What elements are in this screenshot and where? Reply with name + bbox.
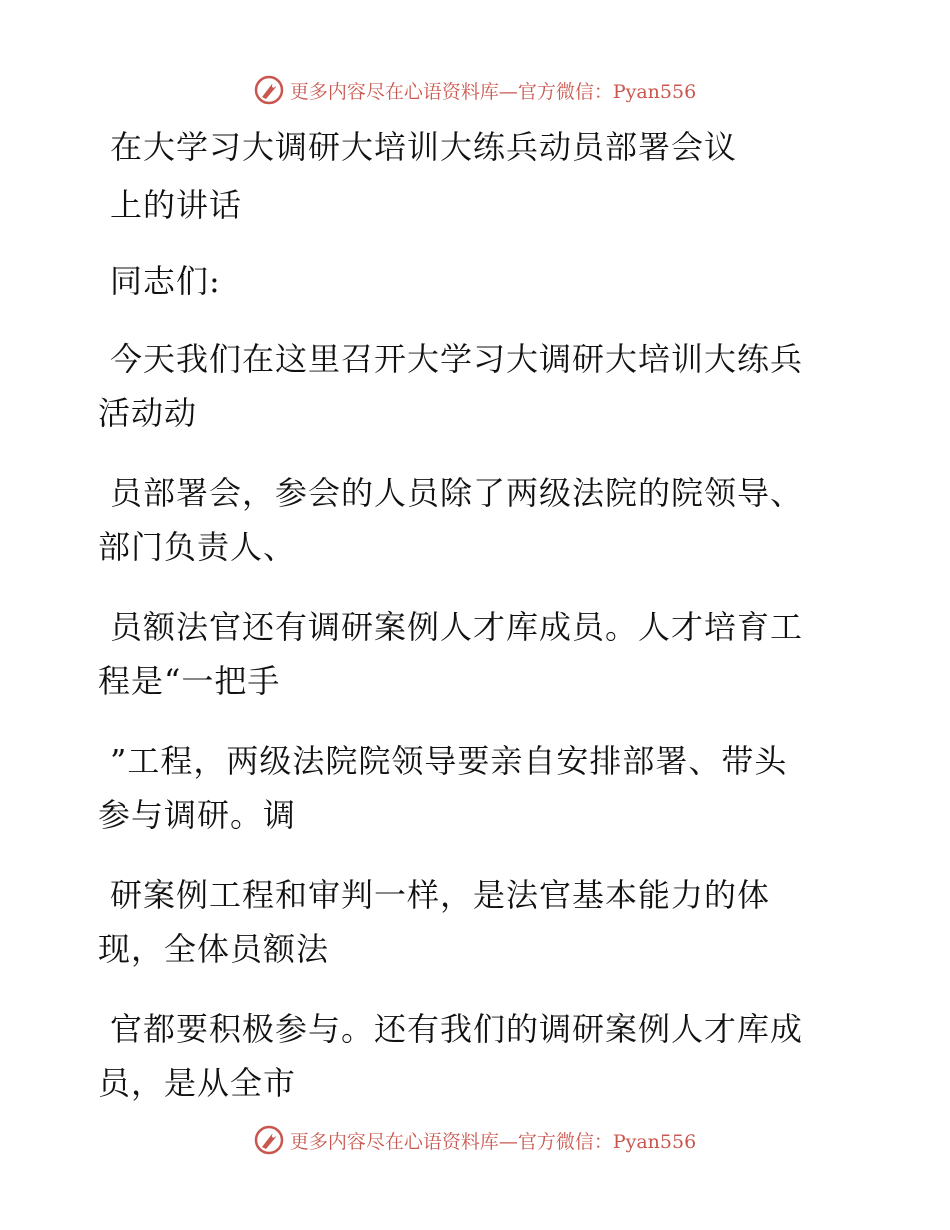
paragraph-line: 今天我们在这里召开大学习大调研大培训大练兵 [110, 340, 804, 378]
watermark-text: 更多内容尽在心语资料库—官方微信：Pyan556 [289, 1130, 697, 1153]
paragraph-line: 员，是从全市 [98, 1064, 297, 1102]
paragraph [98, 868, 838, 976]
greeting: 同志们: [110, 262, 221, 300]
watermark-header [0, 70, 950, 110]
pen-nib-icon [254, 75, 284, 105]
paragraph-line: 参与调研。调 [98, 796, 297, 834]
paragraph [98, 332, 838, 440]
paragraph [98, 734, 838, 842]
paragraph [98, 466, 838, 574]
paragraph [98, 600, 838, 708]
paragraph-line: 部门负责人、 [98, 528, 297, 566]
paragraph [98, 1002, 838, 1110]
watermark-text: 更多内容尽在心语资料库—官方微信：Pyan556 [289, 80, 697, 103]
document-title-line-1: 在大学习大调研大培训大练兵动员部署会议 [110, 128, 738, 166]
paragraph-line: 官都要积极参与。还有我们的调研案例人才库成 [110, 1010, 804, 1048]
paragraph-line: 研案例工程和审判一样，是法官基本能力的体 [110, 876, 771, 914]
paragraph-line: 员部署会，参会的人员除了两级法院的院领导、 [110, 474, 804, 512]
pen-nib-icon [254, 1125, 284, 1155]
paragraph-line: 员额法官还有调研案例人才库成员。人才培育工 [110, 608, 804, 646]
document-title-line-2: 上的讲话 [110, 186, 243, 224]
paragraph-line: ”工程，两级法院院领导要亲自安排部署、带头 [110, 742, 788, 780]
document-body [98, 120, 838, 1110]
watermark-footer [0, 1120, 950, 1160]
paragraph-line: 现，全体员额法 [98, 930, 330, 968]
paragraph-line: 活动动 [98, 394, 198, 432]
paragraph-line: 程是“一把手 [98, 662, 281, 700]
